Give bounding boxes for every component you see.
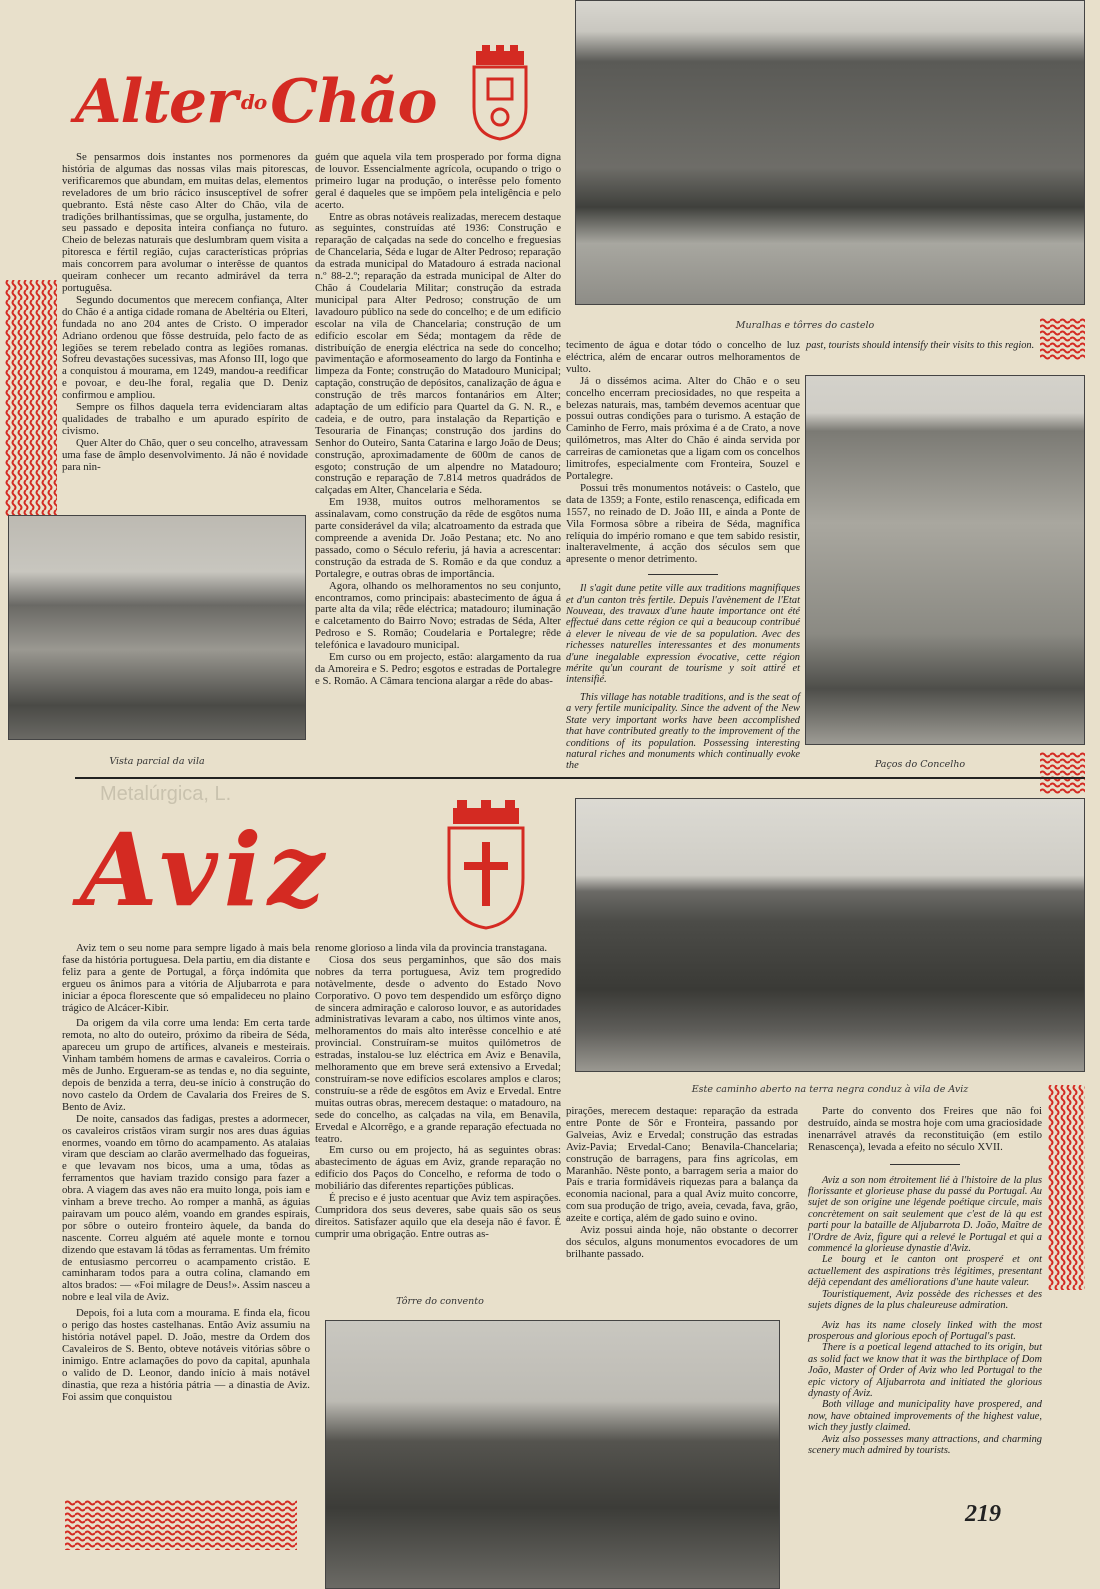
- tower-caption: Tôrre do convento: [396, 1296, 484, 1307]
- alter-column-2: [315, 152, 561, 688]
- aviz-column-1: [62, 943, 310, 1403]
- paragraph: guém que aquela vila tem prosperado por forma digna de louvor. Essencialmente agrícola, ocupando o trigo o primeiro lugar na produção, o interêsse pelo fomento geral é daqueles que se impõem pela inteligência e pelo acerto.: [315, 151, 561, 211]
- title-word: Chão: [270, 67, 437, 137]
- english-summary: Aviz also possesses many attractions, and charming scenery much admired by tourists.: [808, 1433, 1042, 1456]
- red-wave-ornament: [65, 1500, 297, 1550]
- alter-column-1: [62, 152, 308, 473]
- paragraph: Da origem da vila corre uma lenda: Em certa tarde remota, no alto do outeiro, próximo da ribeira de Séda, apareceu um grupo de artífices, alvaneis e mesteirais. Vinham também homens de armas e cavaleiros. Corria o mês de Junho. Ergueram-se as tendas e, no dia seguinte, depois de benzida a terra, deu-se início à construção do novo castelo da Ordem de Cavalaria dos Freires de S. Bento de Aviz.: [62, 1017, 310, 1113]
- paragraph: De noite, cansados das fadigas, prestes a adormecer, os cavaleiros cristãos viram surgir nos ares duas águias enormes, voando em tôrno do acampamento. As atalaias viram que desciam ao clarão avermelhado das fogueiras, e que levavam nos bicos, uma a uma, tôdas as ferramentos que haviam trazido consigo para fazer a obra. A viagem das aves não era muito longa, pois iam e vinham a breve trecho. Ao romper a manhã, as águias pairavam um pouco além, voando em grandes espirais, por sôbre o outeiro fronteiro àquele, da banda do nascente. Correu alguém até aquele monte e tornou dizendo que estavam lá tôdas as ferramentas. Um frémito de entusiasmo percorreu o acampamento cristão. E caminharam todos para a outra colina, clamando em altos brados: — «Foi milagre de Deus!». Assim nasceu a nobre e leal vila de Aviz.: [62, 1112, 310, 1304]
- village-caption: Vista parcial da vila: [109, 756, 205, 767]
- aviz-column-2: [315, 943, 561, 1241]
- paragraph: renome glorioso a linda vila da provincia transtagana.: [315, 942, 548, 954]
- english-summary: There is a poetical legend attached to its origin, but as solid fact we know that it was the birthplace of Dom João, Master of Order of Aviz who led Portugal to the epic victory of Aljubarrota and initiated the glorious dynasty of Aviz.: [808, 1342, 1042, 1399]
- paragraph: Se pensarmos dois instantes nos pormenores da história de algumas das nossas vilas mais pitorescas, verificaremos que abundam, em muitas delas, elementos reveladores de um brio rácico insusceptível de sofrer quebranto. Está nêste caso Alter do Chão, vila de tradições brilhantíssimas, que se orgulha, justamente, do seu passado e deposita inteira confiança no futuro. Cheio de belezas naturais que deslumbram quem visita a pitoresca e fértil região, cujas características próprias mais concorrem para avolumar o interêsse de quantos queiram conhecer um recanto admirável da terra portuguêsa.: [62, 151, 308, 294]
- paragraph: Ciosa dos seus pergaminhos, que são dos mais nobres da terra portuguesa, Aviz tem progredido notàvelmente, desde o advento do Estado Novo Corporativo. O povo tem despendido um esfôrço digno de sincera admiração e caloroso louvor, e as autoridades administrativas levaram a cabo, nos últimos vinte anos, melhoramentos do mais alto interêsse concelhio e até provincial. Construíram-se muitos quilómetros de estradas, instalou-se luz eléctrica em Aviz e Benavila, melhoramento que em breve será extensivo a Ervedal; construíram-se nove edifícios escolares amplos e claros; construíu-se a rêde de esgôtos em Aviz e Ervedal. Entre muitas outras obras, merecem destaque: o matadouro, na sede do concelho, as calçadas na vila, em Benavila, Ervedal e Alcorrêgo, e a grande reparação efectuada no teatro.: [315, 953, 561, 1145]
- alter-title: [75, 62, 436, 142]
- paragraph: Segundo documentos que merecem confiança, Alter do Chão é a antiga cidade romana de Abeltéria ou Elteri, fundada no ano 204 antes de Cristo. O imperador Adriano ordenou que fôsse destruída, pelo facto de as legiões se terem rebelado contra as legiões romanas. Sofreu devastações sucessivas, mas Afonso III, logo que a conquistou á mourama, em 1249, mandou-a reedificar e povoar, e deu-lhe foral, regalia que D. Deniz confirmou e ampliou.: [62, 293, 308, 402]
- red-wave-ornament: [1040, 318, 1085, 360]
- paragraph: Depois, foi a luta com a mourama. E finda ela, ficou o perigo das hostes castelhanas. Então Aviz assumiu na história notável papel. D. João, mestre da Ordem dos Cavaleiros de S. Bento, obteve notáveis vitórias sôbre o inimigo. Entre aclamações do povo da capital, apunhala o valido de D. Leonor, dando início à mais notável dinastia, que reza a história pátria — a dinastia de Aviz. Foi assim que conquistou: [62, 1307, 310, 1403]
- paragraph: Já o dissémos acima. Alter do Chão e o seu concelho encerram preciosidades, no que respeita a belezas naturais, mas, também devemos acentuar que possui outras condições para o turismo. A estação de Caminho de Ferro, mais próxima é a de Crato, a nove quilómetros, mas Alter do Chão é ainda servida por carreiras de camionetas que a ligam com os concelhos limitrofes, especialmente com Fronteira, Souzel e Portalegre.: [566, 374, 800, 482]
- paragraph: pirações, merecem destaque: reparação da estrada entre Ponte de Sôr e Fronteira, passando por Galveias, Aviz e Ervedal; construção das estradas Aviz-Pavia; Ervedal-Cano; Benavila-Chancelaria; construção de barragens, para fins agrícolas, em Maranhão. Nêste ponto, a barragem seria a maior do País e traria formidáveis riquezas para a balança da economia nacional, para a qual Aviz muito concorre, com sua produção de trigo, aveia, cevada, fava, grão, azeite e cortiça, além de gado suino e ovino.: [566, 1105, 798, 1225]
- aviz-cross-coat-of-arms-icon: [445, 800, 527, 930]
- red-wave-ornament: [1048, 1085, 1085, 1290]
- alter-column-3: [566, 340, 800, 772]
- divider: [890, 1164, 960, 1165]
- castle-caption: Muralhas e tôrres do castelo: [735, 320, 875, 331]
- paragraph: Aviz possui ainda hoje, não obstante o decorrer dos séculos, alguns monumentos evocadores de um brilhante passado.: [566, 1224, 798, 1260]
- english-summary: Both village and municipality have prospered, and now, have obtained improvements of the highest value, wich they justly claimed.: [808, 1399, 1042, 1434]
- red-wave-ornament: [1040, 752, 1085, 794]
- french-summary: Le bourg et le canton ont prosperé et ont actuellement des aspirations très légitimes, presentant déjà cependant des améliorations d'une haute valeur.: [808, 1254, 1042, 1289]
- convent-tower-photo: [325, 1320, 780, 1589]
- bleed-through-text: Metalúrgica, L.: [100, 783, 232, 805]
- divider: [648, 574, 718, 575]
- road-to-aviz-photo: [575, 798, 1085, 1072]
- english-summary: This village has notable traditions, and is the seat of a very fertile municipality. Since the advent of the New State very important works have been accomplished that have contributed greatly to the improvement of the conditions of its population. Possessing interesting natural riches and monuments which continually evoke the: [566, 691, 800, 772]
- french-summary: Il s'agit dune petite ville aux traditions magnifiques et d'un canton très fertile. Depuis l'avènement de l'Etat Nouveau, des travaux d'une haute importance ont été effectué dans cette région ce qui a beaucoup contribué à elever le niveau de vie de sa population. Avec des richesses naturelles interessantes et des monuments d'une inegalable expression évocative, cette région mérite qu'un courant de tourisme y soit attiré et intensifié.: [566, 583, 800, 686]
- aviz-column-4: [808, 1106, 1042, 1456]
- paragraph: Parte do convento dos Freires que não foi destruído, ainda se mostra hoje com uma graciosidade inenarrável através da reconstituição (em estilo Renascença), levada a efeito no século XVII.: [808, 1105, 1042, 1153]
- town-hall-caption: Paços do Concelho: [874, 759, 966, 770]
- paragraph: É preciso e é justo acentuar que Aviz tem aspirações. Cumpridora dos seus deveres, sabe quais são os seus direitos. Satisfazer aquilo que ela deseja não é favor. É cumprir uma obrigação. Entre outras as-: [315, 1192, 561, 1240]
- castle-photo: [575, 0, 1085, 305]
- paragraph: Em 1938, muitos outros melhoramentos se assinalavam, como construção da rêde de esgôtos numa parte considerável da vila; alcatroamento da estrada que compreende a avenida Dr. João Pestana; etc. No ano passado, como o Século referiu, já havia a acrescentar: construção da estrada de S. Romão e da que conduz a Portalegre, e outras obras de importância.: [315, 496, 561, 580]
- red-wave-ornament: [5, 280, 57, 516]
- paragraph: Em curso ou em projecto, há as seguintes obras: abastecimento de águas em Aviz, grande reparação no edifício dos Paços do Concelho, e reforma de todo o mobiliário das diferentes repartições públicas.: [315, 1144, 561, 1193]
- english-summary-continued: past, tourists should intensify their visits to this region.: [806, 340, 1035, 351]
- paragraph: Sempre os filhos daquela terra evidenciaram altas qualidades de trabalho e um apurado espírito de civismo.: [62, 401, 308, 437]
- page-number: 219: [965, 1501, 1001, 1527]
- paragraph: Possui três monumentos notáveis: o Castelo, que data de 1359; a Fonte, estilo renascença, edificada em 1557, no reinado de D. João III, e ainda a Ponte de Vila Formosa sôbre a ribeira de Séda, magnífica relíquia do império romano e que tem sabido resistir, inalteravelmente, á acção dos séculos sem que apresente o menor detrimento.: [566, 481, 800, 566]
- english-summary: Aviz has its name closely linked with the most prosperous and glorious epoch of Portugal's past.: [808, 1319, 1042, 1342]
- paragraph: Entre as obras notáveis realizadas, merecem destaque as seguintes, construídas até 1936: Construção e reparação de calçadas na sede do concelho e freguesias de Chancelaria, Séda e lugar de Alter Pedroso; reparação da estrada municipal do Matadouro á estrada nacional n.º 88-2.º; reparação da estrada municipal de Alter do Chão á Coudelaria Militar; construção da estrada municipal para Alter Pedroso; construção de um lavadouro público na sede do concelho; e de um edifício escolar na vila de Chancelaria; construção de um edifício escolar em Séda; montagem da rêde de distribuíção de energia eléctrica na sede do concelho; pavimentação e aformoseamento do largo da Fontinha e limpeza da Fonte; construção do Matadouro Municipal; captação, construção de depósitos, canalização de água e construção de três marcos fontanários em Alter; adaptação de um edifício para Quartel da G. N. R., e cadeia, e de outro, para instalação da Repartição e Tesouraria de Finanças; construção dos jardins do Senhor do Outeiro, Santa Catarina e largo João de Deus; construção, aproximadamente de 600m de canos de esgoto; construção de um alpendre no Matadouro; construção e reparação de 7.814 metros quadrádos de calçadas em Alter, Chancelaria e Séda.: [315, 210, 561, 497]
- aviz-column-3: [566, 1106, 798, 1261]
- paragraph: Em curso ou em projecto, estão: alargamento da rua da Amoreira e S. Pedro; esgotos e estradas de Portalegre e S. Romão. A Câmara tenciona alargar a rêde do abas-: [315, 651, 561, 687]
- title-small-word: do: [240, 90, 267, 114]
- section-divider: [75, 777, 1085, 779]
- alter-coat-of-arms-icon: [468, 45, 532, 141]
- aviz-title: Aviz: [80, 811, 331, 929]
- town-hall-photo: [805, 375, 1085, 745]
- paragraph: Aviz tem o seu nome para sempre ligado à mais bela fase da história portuguesa. Dela partiu, em dia distante e feliz para a gente de Portugal, a fôrça indómita que ergueu os ânimos para a vitória de Aljubarrota e para iniciar a época florescente que só empalideceu no plaino trágico de Alcácer-Kibir.: [62, 942, 310, 1014]
- village-photo: [8, 515, 306, 740]
- paragraph: tecimento de água e dotar tódo o concelho de luz eléctrica, além de encarar outros melhoramentos de vulto.: [566, 339, 800, 375]
- paragraph: Quer Alter do Chão, quer o seu concelho, atravessam uma fase de âmplo desenvolvimento. Já não é novidade para nin-: [62, 436, 308, 473]
- french-summary: Touristiquement, Aviz possède des richesses et des sujets dignes de la plus chaleureuse admiration.: [808, 1288, 1042, 1312]
- road-caption: Este caminho aberto na terra negra conduz à vila de Aviz: [691, 1084, 969, 1095]
- paragraph: Agora, olhando os melhoramentos no seu conjunto, encontramos, como principais: abastecimento de água á parte alta da vila; rêde eléctrica; matadouro; iluminação e calcetamento do Bairro Novo; estradas de Séda, Alter Pedroso e S. Romão; Coudelaria e Portalegre; rêde telefónica e lavadouro municipal.: [315, 579, 561, 652]
- french-summary: Aviz a son nom étroitement lié à l'histoire de la plus florissante et glorieuse phase du passé du Portugal. Au sujet de son origine une légende poétique circule, mais concrètement on sait seulement que c'est de là qu est parti pour la bataille de Aljubarrota D. João, Maître de l'Ordre de Aviz, figure qui a relevé le Portugal et qui a commencé la glorieuse dynastie d'Aviz.: [808, 1174, 1042, 1255]
- title-word: Alter: [75, 67, 237, 137]
